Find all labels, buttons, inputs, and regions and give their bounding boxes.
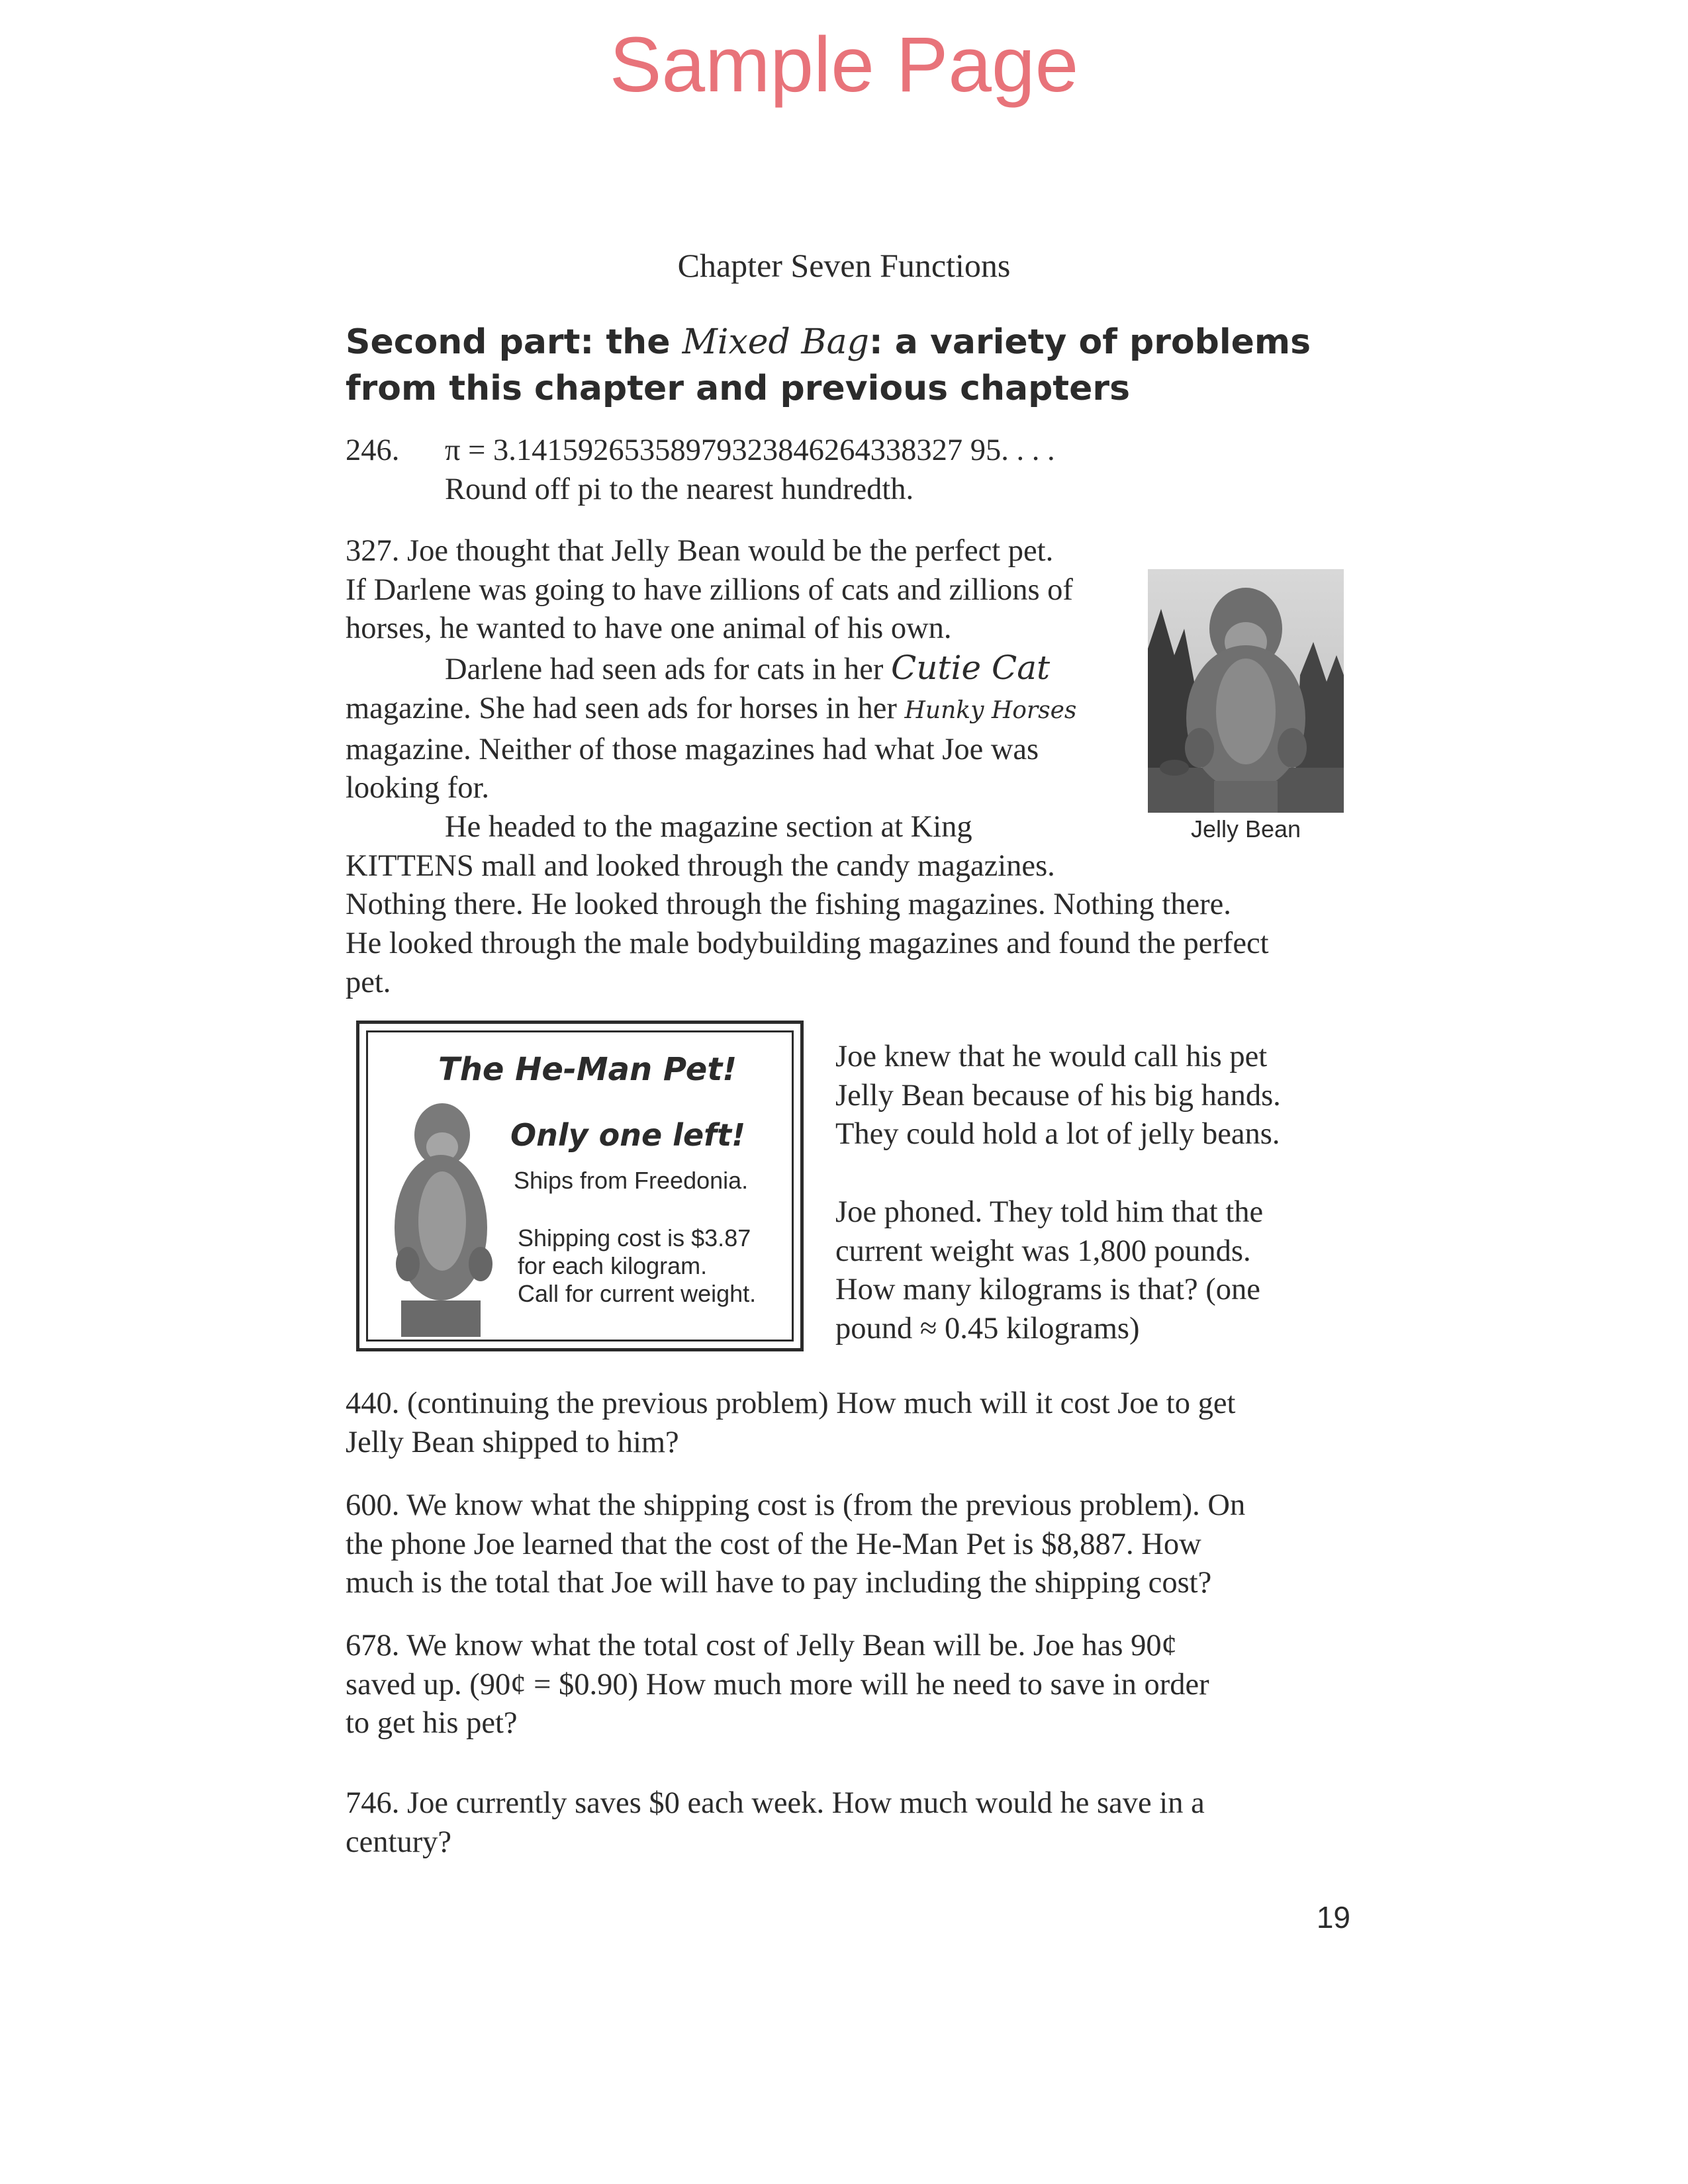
side-line: Jelly Bean because of his big hands. <box>835 1078 1281 1113</box>
problem-678 <box>346 1627 1352 1743</box>
p678-line: 678. We know what the total cost of Jelly Bean will be. Joe has 90¢ <box>346 1629 1177 1662</box>
p327-line: Nothing there. He looked through the fishing magazines. Nothing there. <box>346 887 1231 922</box>
p678-line: to get his pet? <box>346 1706 518 1741</box>
side-line: They could hold a lot of jelly beans. <box>835 1117 1280 1152</box>
ad-gorilla-image <box>381 1095 500 1340</box>
p327-line-text: magazine. She had seen ads for horses in her <box>346 691 905 725</box>
section-heading <box>346 319 1352 412</box>
p327-line-text: Darlene had seen ads for cats in her <box>445 653 891 687</box>
problem-246-line1 <box>346 432 1352 471</box>
ad-side-text <box>835 1038 1352 1349</box>
side-line: current weight was 1,800 pounds. <box>835 1234 1251 1268</box>
p327-line: pet. <box>346 965 391 999</box>
p327-line: horses, he wanted to have one animal of his own. <box>346 612 952 646</box>
heading-mixed-bag: Mixed Bag <box>682 322 869 362</box>
problem-246 <box>346 432 1352 509</box>
p600-line: 600. We know what the shipping cost is (from the previous problem). On <box>346 1488 1246 1522</box>
ad-inner-border <box>366 1030 794 1342</box>
p440-line: 440. (continuing the previous problem) How much will it cost Joe to get <box>346 1387 1236 1420</box>
p678-line: saved up. (90¢ = $0.90) How much more will he need to save in order <box>346 1667 1209 1702</box>
heading-suffix: : a variety of problems from this chapter and previous chapters <box>346 322 1311 408</box>
p440-line: Jelly Bean shipped to him? <box>346 1425 679 1459</box>
p327-line: 327. Joe thought that Jelly Bean would be the perfect pet. <box>346 534 1054 568</box>
p746-line: century? <box>346 1825 452 1859</box>
side-line: Joe phoned. They told him that the <box>835 1195 1264 1229</box>
side-line: pound ≈ 0.45 kilograms) <box>835 1311 1140 1345</box>
he-man-pet-ad <box>356 1021 804 1351</box>
side-spacer <box>835 1154 1352 1193</box>
side-line: Joe knew that he would call his pet <box>835 1040 1268 1073</box>
sample-page-watermark: Sample Page <box>609 21 1079 109</box>
gorilla-icon <box>381 1095 500 1340</box>
problem-440 <box>346 1385 1352 1462</box>
p327-line: KITTENS mall and looked through the candy magazines. <box>346 848 1055 883</box>
problem-246-line2: Round off pi to the nearest hundredth. <box>445 472 914 506</box>
ad-shipping-cost <box>518 1224 756 1308</box>
ad-cost-line: for each kilogram. <box>518 1252 708 1279</box>
heading-prefix: Second part: the <box>346 322 682 362</box>
ad-title: The He-Man Pet! <box>438 1051 737 1088</box>
jelly-bean-photo <box>1148 569 1344 813</box>
running-head: Chapter Seven Functions <box>677 247 1011 284</box>
p327-line: looking for. <box>346 771 489 805</box>
ad-ships-from: Ships from Freedonia. <box>514 1167 749 1194</box>
photo-caption: Jelly Bean <box>1190 815 1301 842</box>
ad-subtitle: Only one left! <box>510 1117 746 1153</box>
hunky-horses-logo: Hunky Horses <box>904 696 1077 724</box>
p327-line: He headed to the magazine section at King <box>445 809 972 844</box>
p600-line: the phone Joe learned that the cost of the He-Man Pet is $8,887. How <box>346 1527 1201 1561</box>
ad-cost-line: Shipping cost is $3.87 <box>518 1224 751 1251</box>
p327-line: He looked through the male bodybuilding magazines and found the perfect <box>346 927 1269 961</box>
p327-line: If Darlene was going to have zillions of cats and zillions of <box>346 572 1073 607</box>
gorilla-statue-photo <box>1148 569 1344 813</box>
pi-expansion: π = 3.14159265358979323846264338327 95. . . . <box>445 433 1055 467</box>
problem-600 <box>346 1486 1352 1603</box>
cutie-cat-logo: Cutie Cat <box>890 649 1051 688</box>
ad-cost-line: Call for current weight. <box>518 1280 757 1307</box>
problem-246-number: 246. <box>346 433 400 467</box>
p746-line: 746. Joe currently saves $0 each week. How much would he save in a <box>346 1786 1205 1820</box>
page-number: 19 <box>1316 1900 1350 1934</box>
p327-line: magazine. Neither of those magazines had what Joe was <box>346 732 1039 766</box>
p600-line: much is the total that Joe will have to pay including the shipping cost? <box>346 1566 1212 1600</box>
side-line: How many kilograms is that? (one <box>835 1273 1260 1307</box>
problem-746 <box>346 1784 1352 1862</box>
